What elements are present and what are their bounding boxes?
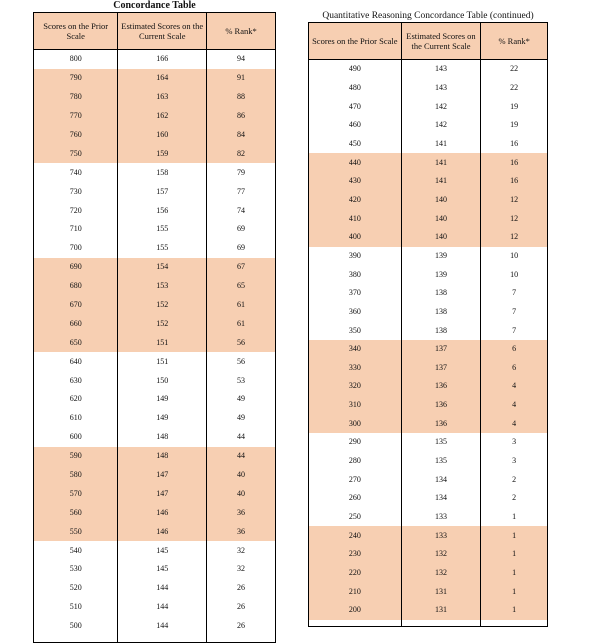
table-row (309, 265, 547, 284)
percent-rank-cell: 22 (480, 79, 547, 98)
table-row (309, 191, 547, 210)
current-score-cell: 151 (117, 333, 206, 352)
pad-cell (206, 636, 275, 642)
percent-rank-cell: 1 (480, 526, 547, 545)
table-row (309, 172, 547, 191)
current-score-cell: 134 (401, 489, 481, 508)
prior-score-cell: 690 (69, 262, 82, 272)
table-row (34, 88, 275, 107)
current-score-cell: 154 (117, 258, 206, 277)
prior-score-cell: 720 (69, 205, 82, 215)
prior-score-cell: 480 (348, 82, 361, 92)
percent-rank-cell: 4 (480, 396, 547, 415)
prior-score-cell: 630 (69, 375, 82, 385)
current-score-cell: 141 (401, 172, 481, 191)
prior-score-cell: 350 (348, 325, 361, 335)
percent-rank-cell: 19 (480, 116, 547, 135)
percent-rank-cell: 77 (206, 182, 275, 201)
current-score-cell: 140 (401, 191, 481, 210)
prior-score-cell: 540 (69, 545, 82, 555)
current-score-cell: 144 (117, 598, 206, 617)
current-score-cell: 135 (401, 452, 481, 471)
pad-cell (117, 636, 206, 642)
percent-rank-cell: 19 (480, 97, 547, 116)
percent-rank-cell: 74 (206, 201, 275, 220)
table-row (309, 396, 547, 415)
table-row (34, 503, 275, 522)
percent-rank-cell: 44 (206, 447, 275, 466)
percent-rank-cell: 56 (206, 333, 275, 352)
table-row (34, 617, 275, 636)
percent-rank-cell: 86 (206, 107, 275, 126)
table-row (34, 598, 275, 617)
percent-rank-cell: 2 (480, 470, 547, 489)
table-row (309, 79, 547, 98)
current-score-cell: 146 (117, 503, 206, 522)
percent-rank-cell: 7 (480, 303, 547, 322)
table-row (309, 116, 547, 135)
current-score-cell: 159 (117, 144, 206, 163)
table-row (309, 414, 547, 433)
table-row (309, 284, 547, 303)
current-score-cell: 138 (401, 303, 481, 322)
percent-rank-cell: 32 (206, 541, 275, 560)
prior-score-cell: 320 (348, 381, 361, 391)
prior-score-cell: 470 (348, 101, 361, 111)
current-score-cell: 152 (117, 314, 206, 333)
table-row (34, 314, 275, 333)
current-score-cell: 133 (401, 508, 481, 527)
right-concordance-panel (308, 0, 548, 627)
table-row (34, 352, 275, 371)
current-score-cell: 145 (117, 560, 206, 579)
current-score-cell: 158 (117, 163, 206, 182)
percent-rank-cell: 6 (480, 359, 547, 378)
prior-score-cell: 780 (69, 92, 82, 102)
prior-score-cell: 700 (69, 243, 82, 253)
table-row (34, 144, 275, 163)
percent-rank-cell: 1 (480, 545, 547, 564)
header-current-scale: Estimated Scores on the Current Scale (401, 23, 481, 59)
percent-rank-cell: 7 (480, 321, 547, 340)
percent-rank-cell: 16 (480, 172, 547, 191)
prior-score-cell: 300 (348, 418, 361, 428)
right-concordance-table (308, 22, 548, 627)
table-row (34, 390, 275, 409)
current-score-cell: 139 (401, 265, 481, 284)
prior-score-cell: 490 (348, 64, 361, 74)
current-score-cell: 155 (117, 239, 206, 258)
pad-cell (309, 620, 401, 626)
prior-score-cell: 280 (348, 456, 361, 466)
prior-score-cell: 390 (348, 250, 361, 260)
prior-score-cell: 440 (348, 157, 361, 167)
left-concordance-panel (33, 0, 276, 643)
percent-rank-cell: 6 (480, 340, 547, 359)
percent-rank-cell: 61 (206, 314, 275, 333)
table-row (34, 371, 275, 390)
table-row (309, 340, 547, 359)
percent-rank-cell: 88 (206, 88, 275, 107)
table-row (34, 466, 275, 485)
table-row (34, 579, 275, 598)
table-row (34, 428, 275, 447)
prior-score-cell: 220 (348, 568, 361, 578)
percent-rank-cell: 12 (480, 228, 547, 247)
table-row (34, 333, 275, 352)
percent-rank-cell: 56 (206, 352, 275, 371)
current-score-cell: 136 (401, 396, 481, 415)
prior-score-cell: 600 (69, 432, 82, 442)
percent-rank-cell: 84 (206, 126, 275, 145)
percent-rank-cell: 12 (480, 191, 547, 210)
current-score-cell: 138 (401, 284, 481, 303)
percent-rank-cell: 7 (480, 284, 547, 303)
prior-score-cell: 670 (69, 300, 82, 310)
current-score-cell: 142 (401, 97, 481, 116)
prior-score-cell: 800 (69, 54, 82, 64)
table-row (309, 452, 547, 471)
prior-score-cell: 450 (348, 138, 361, 148)
percent-rank-cell: 79 (206, 163, 275, 182)
prior-score-cell: 620 (69, 394, 82, 404)
percent-rank-cell: 69 (206, 220, 275, 239)
current-score-cell: 143 (401, 79, 481, 98)
current-score-cell: 132 (401, 564, 481, 583)
prior-score-cell: 660 (69, 318, 82, 328)
current-score-cell: 140 (401, 228, 481, 247)
table-row (309, 508, 547, 527)
prior-score-cell: 510 (69, 602, 82, 612)
prior-score-cell: 400 (348, 232, 361, 242)
table-row (34, 409, 275, 428)
left-table-bottom-pad (34, 636, 275, 642)
prior-score-cell: 580 (69, 470, 82, 480)
current-score-cell: 166 (117, 50, 206, 69)
right-table-title: Quantitative Reasoning Concordance Table (continued) (322, 11, 534, 21)
prior-score-cell: 310 (348, 400, 361, 410)
current-score-cell: 149 (117, 390, 206, 409)
prior-score-cell: 740 (69, 167, 82, 177)
table-row (309, 601, 547, 620)
table-row (309, 303, 547, 322)
current-score-cell: 135 (401, 433, 481, 452)
table-row (309, 321, 547, 340)
table-row (34, 163, 275, 182)
table-row (309, 545, 547, 564)
prior-score-cell: 530 (69, 564, 82, 574)
percent-rank-cell: 1 (480, 601, 547, 620)
right-table-body (309, 60, 547, 620)
percent-rank-cell: 1 (480, 582, 547, 601)
current-score-cell: 139 (401, 247, 481, 266)
prior-score-cell: 570 (69, 488, 82, 498)
prior-score-cell: 430 (348, 176, 361, 186)
table-row (309, 359, 547, 378)
current-score-cell: 160 (117, 126, 206, 145)
current-score-cell: 163 (117, 88, 206, 107)
pad-cell (34, 636, 117, 642)
percent-rank-cell: 40 (206, 484, 275, 503)
table-row (309, 564, 547, 583)
table-row (309, 135, 547, 154)
table-row (34, 107, 275, 126)
percent-rank-cell: 40 (206, 466, 275, 485)
percent-rank-cell: 3 (480, 452, 547, 471)
prior-score-cell: 680 (69, 281, 82, 291)
current-score-cell: 145 (117, 541, 206, 560)
left-table-body (34, 50, 275, 636)
percent-rank-cell: 16 (480, 153, 547, 172)
current-score-cell: 153 (117, 277, 206, 296)
current-score-cell: 149 (117, 409, 206, 428)
percent-rank-cell: 16 (480, 135, 547, 154)
prior-score-cell: 750 (69, 148, 82, 158)
current-score-cell: 147 (117, 466, 206, 485)
prior-score-cell: 500 (69, 621, 82, 631)
percent-rank-cell: 1 (480, 508, 547, 527)
table-row (309, 247, 547, 266)
left-table-header (34, 13, 275, 50)
table-row (309, 153, 547, 172)
prior-score-cell: 270 (348, 474, 361, 484)
header-percent-rank: % Rank* (480, 23, 547, 59)
current-score-cell: 148 (117, 447, 206, 466)
percent-rank-cell: 94 (206, 50, 275, 69)
table-row (34, 541, 275, 560)
current-score-cell: 134 (401, 470, 481, 489)
table-row (34, 182, 275, 201)
current-score-cell: 157 (117, 182, 206, 201)
table-row (309, 582, 547, 601)
prior-score-cell: 520 (69, 583, 82, 593)
current-score-cell: 152 (117, 296, 206, 315)
current-score-cell: 132 (401, 545, 481, 564)
prior-score-cell: 590 (69, 451, 82, 461)
percent-rank-cell: 49 (206, 390, 275, 409)
prior-score-cell: 290 (348, 437, 361, 447)
percent-rank-cell: 82 (206, 144, 275, 163)
table-row (34, 522, 275, 541)
prior-score-cell: 730 (69, 186, 82, 196)
prior-score-cell: 230 (348, 549, 361, 559)
table-row (34, 69, 275, 88)
current-score-cell: 136 (401, 377, 481, 396)
prior-score-cell: 410 (348, 213, 361, 223)
current-score-cell: 164 (117, 69, 206, 88)
current-score-cell: 141 (401, 153, 481, 172)
percent-rank-cell: 61 (206, 296, 275, 315)
current-score-cell: 136 (401, 414, 481, 433)
prior-score-cell: 420 (348, 194, 361, 204)
current-score-cell: 131 (401, 601, 481, 620)
percent-rank-cell: 26 (206, 579, 275, 598)
prior-score-cell: 210 (348, 586, 361, 596)
current-score-cell: 133 (401, 526, 481, 545)
left-table-title: Concordance Table (113, 0, 196, 11)
prior-score-cell: 460 (348, 120, 361, 130)
table-row (34, 296, 275, 315)
table-row (309, 209, 547, 228)
percent-rank-cell: 49 (206, 409, 275, 428)
percent-rank-cell: 10 (480, 265, 547, 284)
current-score-cell: 147 (117, 484, 206, 503)
percent-rank-cell: 65 (206, 277, 275, 296)
prior-score-cell: 770 (69, 111, 82, 121)
table-row (309, 60, 547, 79)
pad-cell (401, 620, 481, 626)
table-row (34, 50, 275, 69)
current-score-cell: 137 (401, 340, 481, 359)
table-row (309, 433, 547, 452)
prior-score-cell: 640 (69, 356, 82, 366)
percent-rank-cell: 1 (480, 564, 547, 583)
right-table-header (309, 23, 547, 60)
prior-score-cell: 360 (348, 306, 361, 316)
prior-score-cell: 650 (69, 337, 82, 347)
percent-rank-cell: 36 (206, 522, 275, 541)
table-row (309, 228, 547, 247)
percent-rank-cell: 44 (206, 428, 275, 447)
prior-score-cell: 240 (348, 530, 361, 540)
percent-rank-cell: 69 (206, 239, 275, 258)
table-row (309, 377, 547, 396)
header-prior-scale: Scores on the Prior Scale (43, 21, 109, 41)
percent-rank-cell: 36 (206, 503, 275, 522)
prior-score-cell: 550 (69, 526, 82, 536)
table-row (309, 489, 547, 508)
table-row (34, 220, 275, 239)
current-score-cell: 142 (401, 116, 481, 135)
current-score-cell: 144 (117, 579, 206, 598)
current-score-cell: 146 (117, 522, 206, 541)
current-score-cell: 155 (117, 220, 206, 239)
percent-rank-cell: 53 (206, 371, 275, 390)
table-row (34, 201, 275, 220)
current-score-cell: 151 (117, 352, 206, 371)
table-row (34, 277, 275, 296)
prior-score-cell: 330 (348, 362, 361, 372)
current-score-cell: 150 (117, 371, 206, 390)
table-row (309, 470, 547, 489)
percent-rank-cell: 32 (206, 560, 275, 579)
current-score-cell: 141 (401, 135, 481, 154)
current-score-cell: 156 (117, 201, 206, 220)
prior-score-cell: 710 (69, 224, 82, 234)
percent-rank-cell: 67 (206, 258, 275, 277)
table-row (34, 239, 275, 258)
left-concordance-table (33, 12, 276, 643)
current-score-cell: 148 (117, 428, 206, 447)
prior-score-cell: 260 (348, 493, 361, 503)
percent-rank-cell: 4 (480, 377, 547, 396)
prior-score-cell: 760 (69, 130, 82, 139)
current-score-cell: 140 (401, 209, 481, 228)
percent-rank-cell: 10 (480, 247, 547, 266)
pad-cell (480, 620, 547, 626)
percent-rank-cell: 3 (480, 433, 547, 452)
prior-score-cell: 250 (348, 512, 361, 522)
table-row (34, 126, 275, 145)
current-score-cell: 143 (401, 60, 481, 79)
percent-rank-cell: 4 (480, 414, 547, 433)
current-score-cell: 138 (401, 321, 481, 340)
current-score-cell: 137 (401, 359, 481, 378)
header-current-scale: Estimated Scores on the Current Scale (117, 13, 206, 49)
table-row (34, 560, 275, 579)
prior-score-cell: 610 (69, 413, 82, 423)
prior-score-cell: 790 (69, 73, 82, 83)
percent-rank-cell: 2 (480, 489, 547, 508)
prior-score-cell: 380 (348, 269, 361, 279)
current-score-cell: 144 (117, 617, 206, 636)
percent-rank-cell: 12 (480, 209, 547, 228)
prior-score-cell: 370 (348, 288, 361, 298)
header-prior-scale: Scores on the Prior Scale (312, 36, 398, 46)
percent-rank-cell: 22 (480, 60, 547, 79)
percent-rank-cell: 26 (206, 617, 275, 636)
current-score-cell: 162 (117, 107, 206, 126)
table-row (34, 447, 275, 466)
table-row (309, 526, 547, 545)
table-row (34, 258, 275, 277)
percent-rank-cell: 26 (206, 598, 275, 617)
prior-score-cell: 560 (69, 507, 82, 517)
right-table-bottom-pad (309, 620, 547, 626)
table-row (34, 484, 275, 503)
prior-score-cell: 200 (348, 605, 361, 615)
header-percent-rank: % Rank* (206, 13, 275, 49)
prior-score-cell: 340 (348, 344, 361, 354)
percent-rank-cell: 91 (206, 69, 275, 88)
table-row (309, 97, 547, 116)
current-score-cell: 131 (401, 582, 481, 601)
